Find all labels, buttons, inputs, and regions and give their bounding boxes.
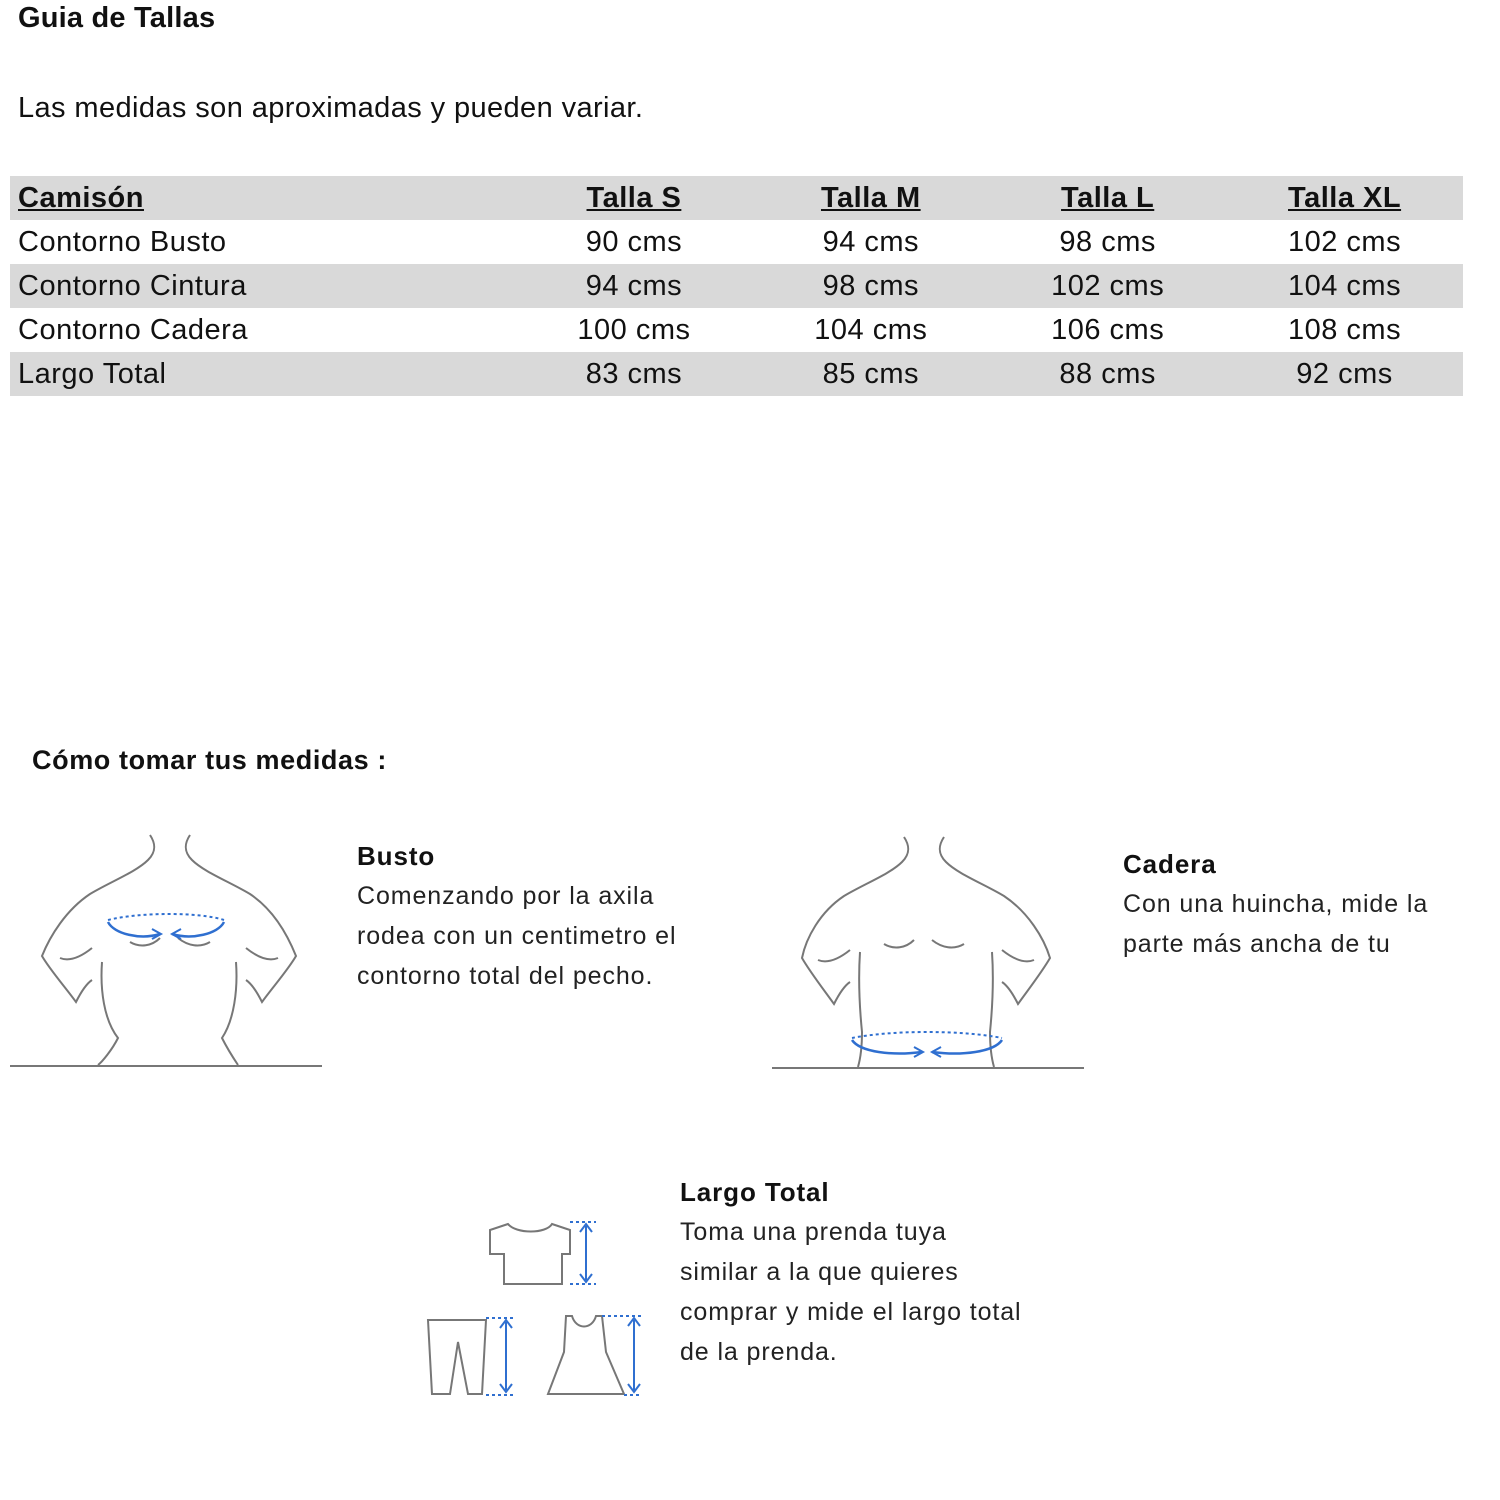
garment-length-illustration (420, 1212, 650, 1402)
cadera-line: Con una huincha, mide la (1123, 890, 1429, 918)
table-cell: 94 cms (585, 269, 683, 302)
size-table (10, 176, 1463, 396)
page-title: Guia de Tallas (18, 2, 216, 34)
pants-icon (428, 1320, 486, 1394)
row-label: Contorno Cintura (18, 269, 247, 302)
table-cell: 104 cms (1287, 269, 1402, 302)
table-cell: 102 cms (1287, 225, 1402, 258)
tshirt-icon (490, 1224, 570, 1284)
table-cell: 102 cms (1051, 269, 1165, 302)
table-cell: 92 cms (1296, 357, 1393, 390)
column-header: Talla XL (1288, 181, 1402, 214)
table-header-row (10, 176, 1463, 220)
busto-instructions (357, 836, 676, 996)
largo-line: similar a la que quieres (680, 1258, 959, 1286)
hip-measure-illustration (772, 832, 1087, 1072)
table-row (10, 220, 1463, 264)
busto-heading: Busto (357, 841, 436, 871)
cadera-heading: Cadera (1123, 849, 1217, 879)
table-cell: 90 cms (585, 225, 683, 258)
cadera-line: parte más ancha de tu (1123, 930, 1391, 958)
column-header: Camisón (18, 181, 144, 214)
table-row (10, 308, 1463, 352)
row-label: Contorno Cadera (18, 313, 248, 346)
table-row (10, 352, 1463, 396)
page-subtitle: Las medidas son aproximadas y pueden variar. (18, 92, 644, 124)
table-row (10, 264, 1463, 308)
table-cell: 104 cms (814, 313, 928, 346)
table-cell: 85 cms (822, 357, 920, 390)
busto-line: Comenzando por la axila (357, 882, 655, 910)
largo-heading: Largo Total (680, 1177, 830, 1207)
table-cell: 106 cms (1051, 313, 1165, 346)
largo-line: de la prenda. (680, 1338, 838, 1366)
row-label: Contorno Busto (18, 225, 227, 258)
cadera-instructions (1123, 844, 1428, 964)
table-cell: 88 cms (1059, 357, 1156, 390)
table-cell: 100 cms (577, 313, 691, 346)
row-label: Largo Total (18, 357, 167, 390)
table-cell: 98 cms (1059, 225, 1156, 258)
table-cell: 94 cms (822, 225, 920, 258)
how-to-measure-title: Cómo tomar tus medidas : (32, 745, 387, 775)
column-header: Talla M (820, 181, 921, 214)
dress-icon (548, 1316, 624, 1394)
table-cell: 108 cms (1287, 313, 1402, 346)
table-cell: 98 cms (822, 269, 920, 302)
largo-line: Toma una prenda tuya (680, 1218, 947, 1246)
busto-line: rodea con un centimetro el (357, 922, 677, 950)
busto-line: contorno total del pecho. (357, 962, 654, 990)
bust-measure-illustration (10, 830, 325, 1070)
table-cell: 83 cms (585, 357, 683, 390)
column-header: Talla L (1061, 181, 1155, 214)
column-header: Talla S (586, 181, 682, 214)
largo-line: comprar y mide el largo total (680, 1298, 1022, 1326)
largo-instructions (680, 1172, 1022, 1372)
